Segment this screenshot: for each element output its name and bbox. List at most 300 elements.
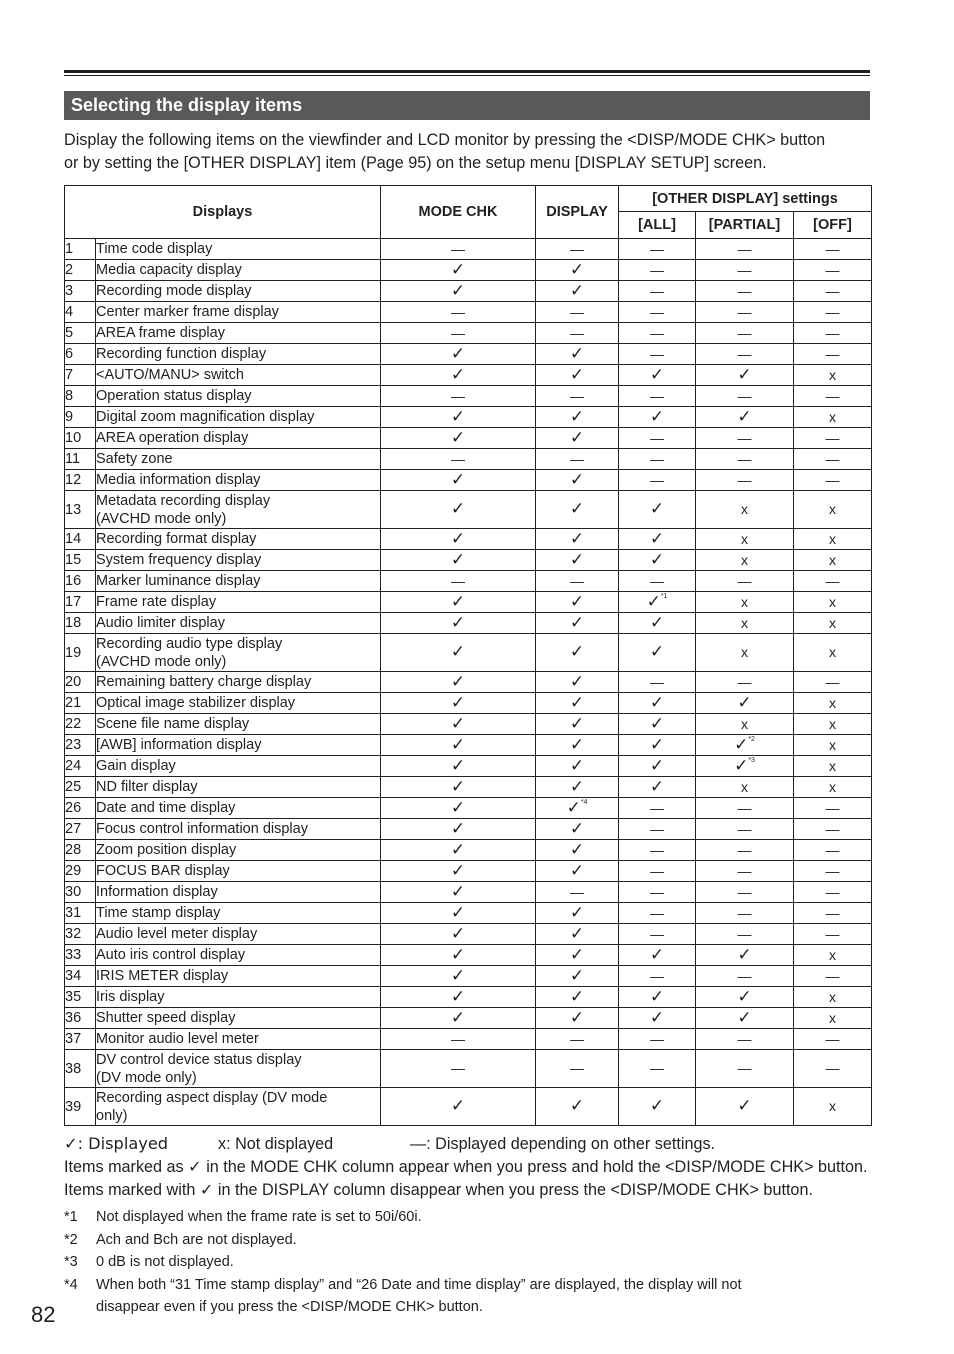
cell-off	[794, 634, 872, 672]
not-displayed-mark: x	[829, 946, 836, 963]
check-icon: ✓	[450, 713, 466, 734]
row-label	[96, 819, 381, 840]
check-icon: ✓	[450, 469, 466, 490]
cell-display	[536, 613, 619, 634]
cell-partial	[696, 819, 794, 840]
check-icon: ✓	[649, 612, 665, 633]
table-row	[65, 777, 872, 798]
cell-off	[794, 966, 872, 987]
legend-depending: —: Displayed depending on other settings.	[410, 1135, 716, 1153]
row-number: 34	[65, 966, 96, 987]
row-number: 33	[65, 945, 96, 966]
check-icon: ✓	[734, 755, 749, 776]
check-icon: ✓	[450, 902, 466, 923]
not-displayed-mark: x	[829, 1098, 836, 1114]
cell-display	[536, 714, 619, 735]
cell-all	[619, 302, 696, 323]
row-label	[96, 239, 381, 260]
cell-off	[794, 903, 872, 924]
row-label-line: Time code display	[96, 241, 213, 257]
depends-dash: —	[650, 572, 664, 589]
cell-mode-chk	[381, 1029, 536, 1050]
table-row	[65, 529, 872, 550]
not-displayed-mark: x	[829, 530, 836, 547]
cell-display	[536, 365, 619, 386]
row-label	[96, 861, 381, 882]
depends-dash: —	[825, 967, 840, 984]
cell-display	[536, 882, 619, 903]
check-icon: ✓	[737, 1007, 752, 1028]
table-row	[65, 491, 872, 529]
cell-partial	[696, 1088, 794, 1126]
cell-off	[794, 592, 872, 613]
depends-dash: —	[570, 1030, 584, 1047]
row-label-line: Media capacity display	[96, 262, 242, 278]
cell-partial	[696, 903, 794, 924]
footnote-line: Ach and Bch are not displayed.	[96, 1231, 297, 1248]
cell-partial	[696, 966, 794, 987]
row-label	[96, 449, 381, 470]
not-displayed-mark: x	[829, 593, 836, 610]
cell-all	[619, 449, 696, 470]
depends-dash: —	[737, 904, 752, 921]
cell-display	[536, 302, 619, 323]
cell-partial	[696, 491, 794, 529]
row-label	[96, 470, 381, 491]
cell-display	[536, 281, 619, 302]
cell-mode-chk	[381, 613, 536, 634]
cell-mode-chk	[381, 491, 536, 529]
header-partial: [PARTIAL]	[696, 212, 794, 239]
footnote-ref: *4	[580, 798, 588, 806]
cell-display	[536, 571, 619, 592]
footnote-ref: *3	[748, 756, 755, 764]
not-displayed-mark: x	[829, 366, 836, 383]
cell-all	[619, 987, 696, 1008]
top-rule-thick	[64, 70, 870, 73]
depends-dash: —	[451, 572, 465, 589]
footnote-mark: *1	[64, 1209, 78, 1225]
cell-all	[619, 672, 696, 693]
cell-display	[536, 491, 619, 529]
depends-dash: —	[825, 1060, 840, 1076]
cell-partial	[696, 634, 794, 672]
cell-off	[794, 323, 872, 344]
row-label-line: Safety zone	[96, 451, 173, 467]
table-row	[65, 672, 872, 693]
table-row	[65, 344, 872, 365]
check-icon: ✓	[737, 692, 752, 713]
row-label	[96, 365, 381, 386]
cell-off	[794, 470, 872, 491]
depends-dash: —	[570, 303, 584, 320]
cell-mode-chk	[381, 735, 536, 756]
cell-display	[536, 260, 619, 281]
cell-display	[536, 924, 619, 945]
row-label	[96, 1008, 381, 1029]
row-number: 13	[65, 491, 96, 529]
row-label	[96, 840, 381, 861]
depends-dash: —	[650, 883, 664, 900]
cell-all	[619, 613, 696, 634]
row-number: 6	[65, 344, 96, 365]
depends-dash: —	[650, 387, 664, 404]
depends-dash: —	[650, 282, 664, 299]
cell-display	[536, 550, 619, 571]
check-icon: ✓	[450, 280, 466, 301]
cell-display	[536, 735, 619, 756]
cell-off	[794, 428, 872, 449]
depends-dash: —	[737, 883, 752, 900]
cell-partial	[696, 777, 794, 798]
row-label-line: (AVCHD mode only)	[96, 510, 227, 527]
depends-dash: —	[570, 387, 584, 404]
depends-dash: —	[650, 1060, 664, 1076]
header-display: DISPLAY	[536, 186, 619, 239]
row-label-line: Remaining battery charge display	[96, 674, 312, 690]
row-label-line: Iris display	[96, 989, 165, 1005]
row-label	[96, 924, 381, 945]
check-icon: ✓	[569, 499, 585, 519]
cell-partial	[696, 1029, 794, 1050]
cell-display	[536, 840, 619, 861]
table-row	[65, 882, 872, 903]
depends-dash: —	[825, 1030, 840, 1047]
table-row	[65, 386, 872, 407]
cell-partial	[696, 323, 794, 344]
not-displayed-mark: x	[829, 715, 836, 732]
footnote-line: When both “31 Time stamp display” and “26 Date and time display” are displayed, the display will not	[96, 1276, 742, 1293]
not-displayed-mark: x	[741, 614, 748, 631]
depends-dash: —	[737, 820, 752, 837]
table-row	[65, 470, 872, 491]
depends-dash: —	[825, 261, 840, 278]
check-icon: ✓	[737, 406, 752, 427]
cell-display	[536, 861, 619, 882]
cell-mode-chk	[381, 924, 536, 945]
row-number: 39	[65, 1088, 96, 1126]
depends-dash: —	[650, 673, 664, 690]
table-row	[65, 819, 872, 840]
row-label	[96, 882, 381, 903]
row-label	[96, 407, 381, 428]
row-label	[96, 756, 381, 777]
cell-off	[794, 735, 872, 756]
check-icon: ✓	[569, 839, 585, 860]
header-all: [ALL]	[619, 212, 696, 239]
check-icon: ✓	[450, 692, 466, 713]
check-icon: ✓	[450, 259, 466, 280]
row-label-line: (AVCHD mode only)	[96, 653, 227, 670]
depends-dash: —	[650, 967, 664, 984]
cell-partial	[696, 386, 794, 407]
row-label	[96, 798, 381, 819]
cell-off	[794, 239, 872, 260]
footnote-text	[96, 1251, 234, 1274]
row-label	[96, 592, 381, 613]
row-number: 20	[65, 672, 96, 693]
cell-mode-chk	[381, 302, 536, 323]
cell-mode-chk	[381, 407, 536, 428]
check-icon: ✓	[649, 755, 665, 776]
row-label-line: [AWB] information display	[96, 737, 262, 753]
table-row	[65, 966, 872, 987]
table-row	[65, 634, 872, 672]
not-displayed-mark: x	[741, 593, 748, 610]
table-row	[65, 239, 872, 260]
cell-mode-chk	[381, 987, 536, 1008]
cell-mode-chk	[381, 550, 536, 571]
table-row	[65, 613, 872, 634]
check-icon: ✓	[737, 944, 752, 965]
row-label-line: Auto iris control display	[96, 947, 246, 963]
footnote	[64, 1274, 864, 1319]
check-icon: ✓	[569, 944, 585, 965]
row-label	[96, 903, 381, 924]
table-row	[65, 260, 872, 281]
cell-mode-chk	[381, 819, 536, 840]
cell-display	[536, 407, 619, 428]
check-icon: ✓	[737, 364, 752, 385]
row-number: 21	[65, 693, 96, 714]
table-row	[65, 987, 872, 1008]
row-label	[96, 386, 381, 407]
row-number: 16	[65, 571, 96, 592]
cell-mode-chk	[381, 1050, 536, 1088]
cell-all	[619, 840, 696, 861]
check-icon: ✓	[649, 986, 665, 1007]
cell-display	[536, 945, 619, 966]
table-row	[65, 714, 872, 735]
depends-dash: —	[825, 303, 840, 320]
row-number: 24	[65, 756, 96, 777]
cell-display	[536, 529, 619, 550]
header-off: [OFF]	[794, 212, 872, 239]
depends-dash: —	[825, 324, 840, 341]
check-icon: ✓	[450, 776, 466, 797]
depends-dash: —	[650, 862, 664, 879]
row-label-line: Digital zoom magnification display	[96, 409, 315, 425]
cell-partial	[696, 281, 794, 302]
depends-dash: —	[825, 904, 840, 921]
check-icon: ✓	[649, 944, 665, 965]
cell-off	[794, 945, 872, 966]
depends-dash: —	[570, 883, 584, 900]
row-label-line: System frequency display	[96, 552, 262, 568]
depends-dash: —	[451, 450, 465, 467]
cell-off	[794, 386, 872, 407]
cell-display	[536, 987, 619, 1008]
row-label	[96, 1050, 381, 1088]
row-label	[96, 693, 381, 714]
cell-partial	[696, 470, 794, 491]
row-label	[96, 281, 381, 302]
footnote-text	[96, 1274, 742, 1319]
not-displayed-mark: x	[741, 778, 748, 795]
depends-dash: —	[825, 925, 840, 942]
depends-dash: —	[650, 471, 664, 488]
check-icon: ✓	[566, 797, 581, 818]
depends-dash: —	[451, 240, 465, 257]
footnote-ref: *1	[660, 592, 668, 600]
row-number: 1	[65, 239, 96, 260]
check-icon: ✓	[649, 692, 665, 713]
row-label	[96, 302, 381, 323]
row-label	[96, 550, 381, 571]
legend-mode-chk-note: Items marked as ✓ in the MODE CHK column appear when you press and hold the <DISP/MODE CHK> button.	[64, 1158, 868, 1176]
row-number: 28	[65, 840, 96, 861]
check-icon: ✓	[649, 1096, 665, 1116]
check-icon: ✓	[450, 591, 466, 612]
not-displayed-mark: x	[829, 988, 836, 1005]
cell-off	[794, 613, 872, 634]
cell-all	[619, 1029, 696, 1050]
cell-partial	[696, 987, 794, 1008]
cell-mode-chk	[381, 386, 536, 407]
check-icon: ✓	[569, 965, 585, 986]
cell-partial	[696, 260, 794, 281]
row-label	[96, 1088, 381, 1126]
not-displayed-mark: x	[741, 715, 748, 732]
check-icon: ✓	[737, 1096, 752, 1116]
footnote-mark: *4	[64, 1276, 78, 1293]
cell-all	[619, 966, 696, 987]
cell-display	[536, 966, 619, 987]
row-label-line: Optical image stabilizer display	[96, 695, 296, 711]
cell-off	[794, 1029, 872, 1050]
check-icon: ✓	[450, 818, 466, 839]
check-icon: ✓	[569, 755, 585, 776]
table-row	[65, 1029, 872, 1050]
cell-mode-chk	[381, 634, 536, 672]
check-icon: ✓	[649, 406, 665, 427]
row-number: 35	[65, 987, 96, 1008]
not-displayed-mark: x	[741, 530, 748, 547]
not-displayed-mark: x	[829, 778, 836, 795]
depends-dash: —	[737, 841, 752, 858]
row-number: 8	[65, 386, 96, 407]
check-icon: ✓	[737, 986, 752, 1007]
cell-off	[794, 344, 872, 365]
row-number: 10	[65, 428, 96, 449]
row-label-line: Recording aspect display (DV mode	[96, 1089, 328, 1106]
table-row	[65, 924, 872, 945]
footnote-mark: *3	[64, 1254, 78, 1271]
depends-dash: —	[825, 450, 840, 467]
row-number: 3	[65, 281, 96, 302]
cell-partial	[696, 861, 794, 882]
cell-off	[794, 693, 872, 714]
cell-partial	[696, 428, 794, 449]
cell-off	[794, 491, 872, 529]
row-number: 7	[65, 365, 96, 386]
row-label-line: Frame rate display	[96, 594, 217, 610]
cell-display	[536, 777, 619, 798]
check-icon: ✓	[569, 364, 585, 385]
cell-display	[536, 449, 619, 470]
depends-dash: —	[825, 471, 840, 488]
table-row	[65, 693, 872, 714]
legend-key-line	[64, 1132, 884, 1156]
row-number: 5	[65, 323, 96, 344]
depends-dash: —	[451, 387, 465, 404]
cell-all	[619, 735, 696, 756]
row-number: 30	[65, 882, 96, 903]
footnote-mark: *2	[64, 1231, 78, 1248]
footnote	[64, 1251, 864, 1274]
depends-dash: —	[451, 303, 465, 320]
depends-dash: —	[825, 282, 840, 299]
cell-display	[536, 756, 619, 777]
legend-displayed-text: ✓: Displayed	[64, 1134, 169, 1153]
cell-partial	[696, 613, 794, 634]
header-other-display: [OTHER DISPLAY] settings	[619, 186, 872, 212]
table-row	[65, 735, 872, 756]
legend-display-note: Items marked with ✓ in the DISPLAY column disappear when you press the <DISP/MODE CHK> button.	[64, 1181, 813, 1199]
depends-dash: —	[650, 240, 664, 257]
cell-off	[794, 449, 872, 470]
check-icon: ✓	[450, 1096, 466, 1116]
table-row	[65, 365, 872, 386]
not-displayed-mark: x	[741, 644, 748, 660]
cell-all	[619, 924, 696, 945]
cell-off	[794, 1088, 872, 1126]
check-icon: ✓	[569, 671, 585, 692]
cell-all	[619, 1088, 696, 1126]
check-icon: ✓	[450, 612, 466, 633]
depends-dash: —	[825, 345, 840, 362]
row-number: 29	[65, 861, 96, 882]
cell-all	[619, 1008, 696, 1029]
cell-mode-chk	[381, 861, 536, 882]
row-number: 31	[65, 903, 96, 924]
depends-dash: —	[650, 261, 664, 278]
depends-dash: —	[650, 841, 664, 858]
cell-display	[536, 592, 619, 613]
check-icon: ✓	[569, 549, 585, 570]
depends-dash: —	[737, 967, 752, 984]
depends-dash: —	[650, 429, 664, 446]
not-displayed-mark: x	[741, 501, 748, 517]
cell-off	[794, 260, 872, 281]
check-icon: ✓	[450, 364, 466, 385]
check-icon: ✓	[450, 671, 466, 692]
row-number: 32	[65, 924, 96, 945]
row-label-line: Scene file name display	[96, 716, 250, 732]
check-icon: ✓	[450, 549, 466, 570]
row-label	[96, 735, 381, 756]
cell-all	[619, 798, 696, 819]
legend-not-displayed: x: Not displayed	[218, 1135, 334, 1153]
cell-all	[619, 945, 696, 966]
cell-mode-chk	[381, 323, 536, 344]
depends-dash: —	[737, 429, 752, 446]
cell-partial	[696, 365, 794, 386]
table-row	[65, 550, 872, 571]
footnote	[64, 1229, 864, 1252]
row-number: 25	[65, 777, 96, 798]
cell-partial	[696, 798, 794, 819]
depends-dash: —	[737, 1060, 752, 1076]
table-row	[65, 756, 872, 777]
row-label-line: Recording function display	[96, 346, 267, 362]
depends-dash: —	[650, 925, 664, 942]
check-icon: ✓	[450, 528, 466, 549]
cell-off	[794, 407, 872, 428]
cell-display	[536, 239, 619, 260]
check-icon: ✓	[569, 528, 585, 549]
check-icon: ✓	[569, 406, 585, 427]
